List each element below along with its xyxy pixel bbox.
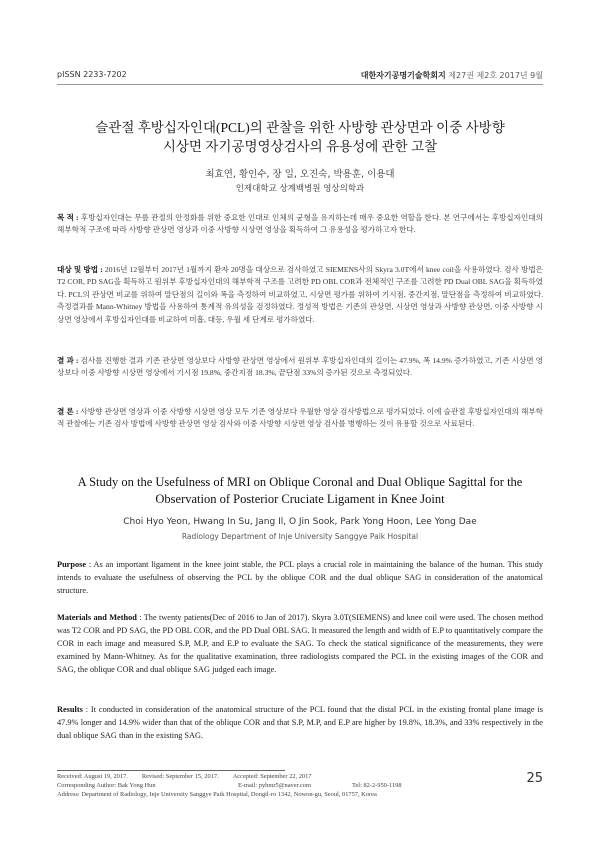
korean-results-label: 결 과 : <box>57 356 79 365</box>
journal-volume: 제27권 제2호 2017년 9월 <box>448 71 543 80</box>
korean-conclusion-label: 결 론 : <box>57 407 79 416</box>
korean-purpose <box>57 212 543 237</box>
english-method-text: : The twenty patients(Dec of 2016 to Jan of 2017). Skyra 3.0T(SIEMENS) and knee coil were used. The chosen method was T2 COR and PD SAG, the PD OBL COR, and the PD Dual OBL SAG. It measured the length and width of E.P to quantitatively compare the COR in each image and measured S.P, M.P, and E.P to evaluate the SAG. To check the statical significance of the measurements, they were examined by Mann-Whitney. As for the qualitative examination, three radiologists compared the PCL in the existing images of the COR and SAG, the oblique COR and dual oblique SAG judged each image. <box>57 613 543 674</box>
english-affiliation: Radiology Department of Inje University Sanggye Paik Hospital <box>181 532 419 541</box>
korean-affiliation: 인제대학교 상계백병원 영상의학과 <box>235 184 365 194</box>
korean-purpose-label: 목 적 : <box>57 213 79 222</box>
revised-date: Revised: September 15, 2017. <box>141 773 219 780</box>
english-authors: Choi Hyo Yeon, Hwang In Su, Jang Il, O Jin Sook, Park Yong Hoon, Lee Yong Dae <box>123 517 477 527</box>
korean-method-label: 대상 및 방법 : <box>57 265 103 274</box>
english-method-label: Materials and Method <box>57 613 137 622</box>
author-address: Address: Department of Radiology, Inje University Sanggye Paik Hospital, Dongil-ro 1342, Nowon-gu, Seoul, 01757, Korea <box>57 791 377 798</box>
journal-header <box>361 70 543 81</box>
english-title-line2: Observation of Posterior Cruciate Ligament in Knee Joint <box>155 492 445 506</box>
english-method <box>57 611 543 676</box>
english-purpose-label: Purpose <box>57 560 87 569</box>
received-date: Received: August 19, 2017. <box>57 773 128 780</box>
corresponding-author: Corresponding Author: Bak Yong Hun <box>57 782 156 789</box>
korean-results-text: 검사를 진행한 결과 기존 관상면 영상보다 사방향 관상면 영상에서 원위부 후방십자인대의 길이는 47.9%, 폭 14.9% 증가하였고, 기존 시상면 영상보다 이중 사방향 시상면 영상에서 기시점 19.8%, 중간지점 18.3%, 끝단점 33%의 증가된 것으로 측정되었다. <box>57 356 543 378</box>
english-results <box>57 703 543 742</box>
header-rule <box>57 84 543 85</box>
korean-conclusion <box>57 406 543 431</box>
english-results-label: Results <box>57 705 83 714</box>
author-tel: Tel: 82-2-950-1198 <box>352 782 402 789</box>
korean-method <box>57 264 543 326</box>
korean-authors: 최효연, 황인수, 장 일, 오진숙, 박용훈, 이용대 <box>205 169 395 180</box>
footer-dates <box>57 773 497 782</box>
accepted-date: Accepted: September 22, 2017 <box>232 773 312 780</box>
footer-contact <box>57 782 497 791</box>
korean-method-text: 2016년 12월부터 2017년 1월까지 환자 20명을 대상으로 검사하였고 SIEMENS사의 Skyra 3.0T에서 knee coil을 사용하였다. 검사 방법은 T2 COR, PD SAG을 획득하고 원위부 후방십자인대의 해부학적 구조를 고려한 PD OBL COR과 전체적인 구조를 고려한 PD Dual OBL SAG을 획득하였다. PCL의 관상면 비교를 위하여 말단점의 길이와 폭을 측정하여 비교하였고, 시상면 평가를 위하여 기시점, 중간지점, 말단점을 측정하여 비교하였다. 측정결과를 Mann-Whitney 방법을 사용하여 통계적 유의성을 검정하였다. 정성적 방법은 기존의 관상면, 시상면 영상과 사방향 관상면, 이중 사방향 시상면 영상에서 후방십자인대를 비교하여 미흡, 대등, 우월 세 단계로 평가하였다. <box>57 265 543 324</box>
page-number: 25 <box>526 771 543 786</box>
issn: pISSN 2233-7202 <box>57 70 127 79</box>
author-email: E-mail: pyhmr5@naver.com <box>238 782 311 789</box>
english-title-line1: A Study on the Usefulness of MRI on Oblique Coronal and Dual Oblique Sagittal for the <box>77 475 523 489</box>
english-purpose-text: : As an important ligament in the knee joint stable, the PCL plays a crucial role in maintaining the balance of the human. This study intends to evaluate the usefulness of observing the PCL by the oblique COR and the dual oblique SAG in consideration of the anatomical structure. <box>57 560 543 595</box>
english-results-text: : It conducted in consideration of the anatomical structure of the PCL found that the distal PCL in the existing frontal plane image is 47.9% longer and 14.9% wider than that of the oblique COR and that S.P, M.P, and E.P are higher by 19.8%, 18.3%, and 33% respectively in the dual oblique SAG than in the existing SAG. <box>57 705 543 740</box>
korean-conclusion-text: 사방향 관상면 영상과 이중 사방향 시상면 영상 모두 기존 영상보다 우월한 영상 검사방법으로 평가되었다. 이에 슬관절 후방십자인대의 해부학적 관찰에는 기존 검사 방법에 사방향 관상면 영상 검사와 이중 사방향 시상면 영상 검사를 병행하는 것이 유용할 것으로 사료된다. <box>57 407 543 429</box>
korean-purpose-text: 후방십자인대는 무릎 관절의 안정화를 위한 중요한 인대로 인체의 균형을 유지하는데 매우 중요한 역할을 한다. 본 연구에서는 후방십자인대의 해부학적 구조에 따라 사방향 관상면 영상과 이중 사방향 시상면 영상을 획득하여 그 유용성을 평가하고자 한다. <box>57 213 543 235</box>
korean-results <box>57 355 543 380</box>
footer-rule <box>57 770 285 771</box>
english-purpose <box>57 558 543 597</box>
journal-name: 대한자기공명기술학회지 <box>360 71 446 80</box>
korean-title-line2: 시상면 자기공명영상검사의 유용성에 관한 고찰 <box>162 139 438 154</box>
korean-title-line1: 슬관절 후방십자인대(PCL)의 관찰을 위한 사방향 관상면과 이중 사방향 <box>95 120 505 135</box>
